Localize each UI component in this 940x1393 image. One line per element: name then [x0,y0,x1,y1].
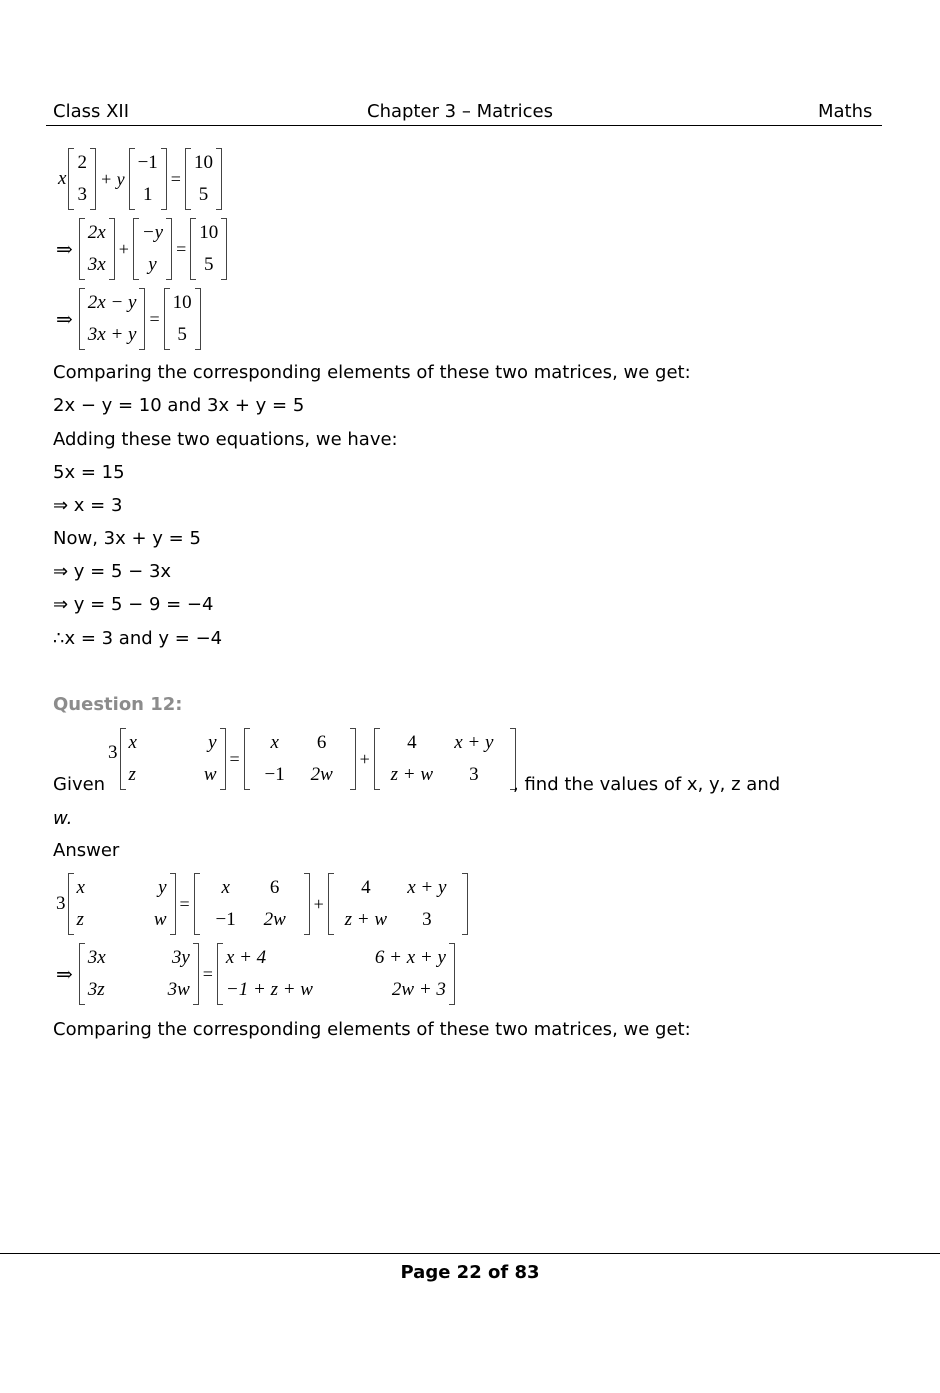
given-label: Given [53,774,106,795]
matrix: −y y [133,218,172,280]
matrix: 10 5 [190,218,227,280]
question-heading: Question 12: [53,694,183,715]
text-line: ⇒ y = 5 − 3x [53,561,172,582]
equation-3: ⇒ 2x − y 3x + y = 10 5 [56,288,203,350]
coef-x: x [58,168,67,189]
matrix: 10 5 [185,148,222,210]
text-line: Now, 3x + y = 5 [53,528,201,549]
matrix: x 6 −1 2w [194,873,310,935]
matrix: x y z w [120,728,226,790]
text-line: 2x − y = 10 and 3x + y = 5 [53,395,305,416]
question-equation: 3 x y z w = x 6 −1 2w + 4 x + y z + w 3 [108,728,518,790]
equation-1: x 2 3 + y −1 1 = 10 5 [58,148,224,210]
header-class: Class XII [53,101,130,122]
matrix: 3x 3y 3z 3w [79,943,199,1005]
equation-2: ⇒ 2x 3x + −y y = 10 5 [56,218,229,280]
implies-icon: ⇒ [56,308,73,331]
matrix: 2x − y 3x + y [79,288,146,350]
answer-label: Answer [53,840,120,861]
text-line: ∴x = 3 and y = −4 [53,628,223,649]
matrix: 2x 3x [79,218,115,280]
matrix: 4 x + y z + w 3 [328,873,468,935]
matrix: x + 4 6 + x + y −1 + z + w 2w + 3 [217,943,455,1005]
answer-equation-2: ⇒ 3x 3y 3z 3w = x + 4 6 + x + y −1 + z + w 2w + 3 [56,943,457,1005]
matrix: 10 5 [164,288,201,350]
matrix: 2 3 [68,148,96,210]
implies-icon: ⇒ [56,238,73,261]
question-suffix: , find the values of x, y, z and [513,774,781,795]
matrix: 4 x + y z + w 3 [374,728,516,790]
answer-equation-1: 3 x y z w = x 6 −1 2w + 4 x + y z + w 3 [56,873,470,935]
footer-divider [0,1253,940,1254]
text-line: Comparing the corresponding elements of these two matrices, we get: [53,362,691,383]
text-line: Comparing the corresponding elements of these two matrices, we get: [53,1019,691,1040]
header-subject: Maths [818,101,873,122]
header-chapter: Chapter 3 – Matrices [367,101,553,122]
implies-icon: ⇒ [56,963,73,986]
matrix: x 6 −1 2w [244,728,356,790]
matrix: x y z w [68,873,176,935]
page-number: Page 22 of 83 [400,1262,540,1283]
text-line: 5x = 15 [53,462,125,483]
text-line: ⇒ y = 5 − 9 = −4 [53,594,214,615]
header-divider [46,125,882,126]
matrix: −1 1 [129,148,167,210]
question-suffix-cont: w. [53,808,73,829]
text-line: ⇒ x = 3 [53,495,123,516]
text-line: Adding these two equations, we have: [53,429,398,450]
